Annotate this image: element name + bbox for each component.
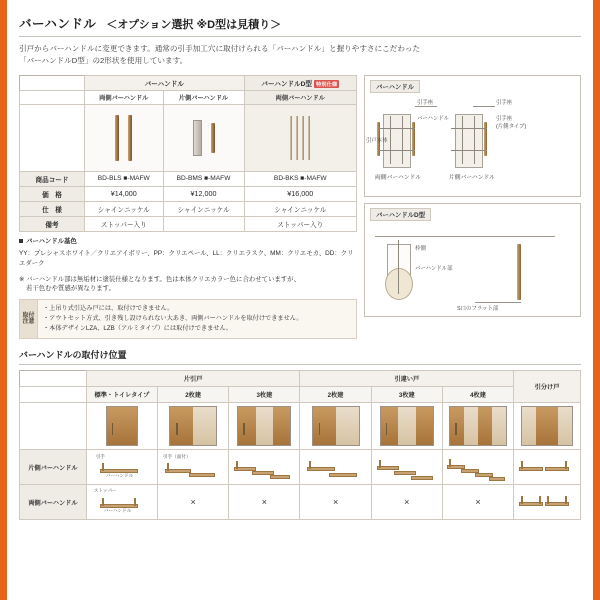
- d-top-rule: [375, 236, 555, 237]
- plan-one-side-5: [442, 450, 513, 485]
- row-label-price: 価 格: [20, 186, 85, 201]
- door-body-right: [455, 114, 483, 168]
- table-row-price: [20, 186, 357, 201]
- table-row-both-side: [20, 485, 581, 520]
- callout-stopper: ストッパー: [93, 488, 117, 494]
- d-handle-section-ellipse: [385, 268, 413, 300]
- col-sub-0: 両側バーハンドル: [85, 90, 164, 104]
- plan-one-side-4: [371, 450, 442, 485]
- handle-bar-single: [211, 123, 215, 153]
- main-columns: [19, 75, 581, 340]
- cell-x-1: ×: [158, 485, 229, 520]
- lead-line-2: 「バーハンドルD型」の2形状を使用しています。: [19, 55, 188, 65]
- lead-line-1: 引戸からバーハンドルに変更できます。通常の引手加工穴に取付けられる「バーハンドル」と握りやすさにこだわった: [19, 44, 421, 53]
- table-row-group: [20, 75, 357, 90]
- plan-both-side-0: [86, 485, 157, 520]
- table-row-finish: [20, 201, 357, 216]
- d-bar-2: [296, 116, 298, 160]
- row-label-finish: 仕 様: [20, 201, 85, 216]
- door-line-4: [379, 150, 415, 151]
- table-row-note: [20, 216, 357, 231]
- group-hikiwakedo: 引分け戸: [514, 371, 581, 403]
- table-row-subheader: [20, 90, 357, 104]
- subcol-5: 4枚建: [442, 387, 513, 403]
- cell-x-5: ×: [442, 485, 513, 520]
- product-image-both-side: [85, 104, 164, 171]
- cell-finish-1: シャインニッケル: [163, 201, 244, 216]
- right-column: [364, 75, 581, 340]
- door-preview-3: [300, 403, 371, 450]
- cell-price-0: ¥14,000: [85, 186, 164, 201]
- cell-finish-2: シャインニッケル: [244, 201, 356, 216]
- cell-x-3: ×: [300, 485, 371, 520]
- caption-both-side: 両側バーハンドル: [375, 174, 422, 181]
- label-hikite-za: 引手座: [417, 99, 434, 106]
- handle-bar-left: [115, 115, 119, 161]
- subcol-0: 標準・トイレタイプ: [86, 387, 157, 403]
- d-bar-1: [290, 116, 292, 160]
- d-center-line: [398, 240, 399, 294]
- label-hikite-za-one-type: 引手座 (片側タイプ): [496, 115, 527, 130]
- d-leader-flat: [475, 302, 521, 303]
- door-line-3: [379, 128, 415, 129]
- asterisk-note-line-1: ※ バーハンドル部は無垢材に塗装仕様となります。色は本体クリエカラー色に合わせていますが、: [19, 275, 300, 283]
- figure-bar-handle: [364, 75, 581, 197]
- label-hikite-za-side: 引手座: [496, 99, 513, 106]
- bullet-square-icon: [19, 239, 23, 243]
- d-bar-3: [302, 116, 304, 160]
- figure-bar-handle-d-canvas: [365, 220, 580, 314]
- group-header-bar-handle: バーハンドル: [85, 75, 245, 90]
- cell-code-1: BD-BMS ■-MAFW: [163, 171, 244, 186]
- door-preview-6: [514, 403, 581, 450]
- door-preview-5: [442, 403, 513, 450]
- figure-bar-handle-d: [364, 203, 581, 317]
- figure-bar-handle-title: バーハンドル: [370, 80, 420, 93]
- table-row-groups: [20, 371, 581, 387]
- cell-finish-0: シャインニッケル: [85, 201, 164, 216]
- cell-price-1: ¥12,000: [163, 186, 244, 201]
- section2-title: バーハンドルの取付け位置: [19, 348, 581, 365]
- cell-note-1: [163, 216, 244, 231]
- label-door-body: 引戸本体: [366, 137, 388, 144]
- page-title: バーハンドル: [19, 17, 97, 31]
- callout-bar-1: バーハンドル: [103, 508, 132, 514]
- product-image-d-type: [244, 104, 356, 171]
- door-line-7: [451, 128, 487, 129]
- color-note: [19, 237, 357, 269]
- door-preview-2: [229, 403, 300, 450]
- table-row-one-side: [20, 450, 581, 485]
- left-column: [19, 75, 357, 340]
- callout-hikite-0: 引手: [95, 454, 106, 460]
- table-row-subcolumns: [20, 387, 581, 403]
- plan-one-side-3: [300, 450, 371, 485]
- subcol-3: 2枚建: [300, 387, 371, 403]
- color-note-line: YY：プレシャスホワイト／クリエアイボリー、PP：クリエペール、LL：クリエラスク、MM：クリエモカ、DD：クリエダーク: [19, 249, 354, 267]
- group-hikichigaido: 引違い戸: [300, 371, 514, 387]
- cell-note-2: ストッパー入り: [244, 216, 356, 231]
- color-note-heading: バーハンドル基色: [26, 237, 77, 245]
- special-badge: 特別仕様: [315, 81, 338, 88]
- caution-line-1: ・アウトセット方式、引き残し設けられない大あき、両側バーハンドルを取付けできません。: [43, 315, 303, 323]
- lead-text: [19, 43, 581, 67]
- d-bar-4: [308, 116, 310, 160]
- row-label-note: 備考: [20, 216, 85, 231]
- caution-line-0: ・上吊り式引込み戸には、取付けできません。: [43, 305, 174, 313]
- caution-box: [19, 299, 357, 339]
- callout-bar-0: バーハンドル: [105, 473, 134, 479]
- asterisk-note: [19, 275, 357, 295]
- page-header: [19, 14, 581, 37]
- cell-code-0: BD-BLS ■-MAFW: [85, 171, 164, 186]
- col-sub-1: 片側バーハンドル: [163, 90, 244, 104]
- handle-bar-right: [128, 115, 132, 161]
- door-line-2: [402, 116, 403, 164]
- plan-one-side-0: [86, 450, 157, 485]
- caution-tag: 取付注意: [20, 300, 38, 338]
- product-image-one-side: [163, 104, 244, 171]
- handle-plate: [193, 120, 202, 156]
- plan-both-side-6: [514, 485, 581, 520]
- color-note-heading-row: [19, 237, 357, 247]
- label-bar-handle-part: バーハンドル部: [415, 265, 453, 272]
- subcol-4: 3枚建: [371, 387, 442, 403]
- plan-one-side-2: [229, 450, 300, 485]
- door-preview-4: [371, 403, 442, 450]
- group-header-bar-handle-d: バーハンドルD型 特別仕様: [244, 75, 356, 90]
- cell-code-2: BD-BKS ■-MAFW: [244, 171, 356, 186]
- leader-1: [415, 106, 437, 107]
- callout-hikite-1: 引手（面付）: [163, 454, 191, 460]
- figure-bar-handle-canvas: [365, 92, 580, 194]
- mounting-position-table: [19, 370, 581, 520]
- label-waku-side: 枠側: [415, 245, 426, 252]
- cell-price-2: ¥16,000: [244, 186, 356, 201]
- group-katahikido: 片引戸: [86, 371, 300, 387]
- caution-body: [38, 300, 356, 338]
- caption-one-side: 片側バーハンドル: [449, 174, 496, 181]
- cell-x-2: ×: [229, 485, 300, 520]
- col-sub-2: 両側バーハンドル: [244, 90, 356, 104]
- door-line-1: [390, 116, 391, 164]
- leader-2: [473, 106, 495, 107]
- plan-one-side-6: [514, 450, 581, 485]
- door-line-6: [474, 116, 475, 164]
- d-long-bar: [517, 244, 521, 300]
- page-subtitle: ＜オプション選択 ※D型は見積り＞: [106, 19, 282, 31]
- door-preview-0: [86, 403, 157, 450]
- table-row-previews: [20, 403, 581, 450]
- cell-note-0: ストッパー入り: [85, 216, 164, 231]
- price-table: [19, 75, 357, 232]
- door-line-5: [462, 116, 463, 164]
- door-line-8: [451, 150, 487, 151]
- door-preview-1: [158, 403, 229, 450]
- label-flat-part: S口のフラット部: [457, 305, 499, 312]
- cell-x-4: ×: [371, 485, 442, 520]
- subcol-1: 2枚建: [158, 387, 229, 403]
- figure-bar-handle-d-title: バーハンドルD型: [370, 208, 431, 221]
- rowlabel-both-side: 両側バーハンドル: [20, 485, 87, 520]
- row-label-code: 商品コード: [20, 171, 85, 186]
- label-bar-handle: バーハンドル: [417, 115, 450, 122]
- table-row-code: [20, 171, 357, 186]
- plan-one-side-1: [158, 450, 229, 485]
- subcol-2: 3枚建: [229, 387, 300, 403]
- table-row-images: [20, 104, 357, 171]
- caution-line-2: ・本体デザインLZA、LZB（アルミタイプ）には取付けできません。: [43, 325, 233, 333]
- asterisk-note-line-2: 若干色むや質感が異なります。: [26, 285, 115, 293]
- rowlabel-one-side: 片側バーハンドル: [20, 450, 87, 485]
